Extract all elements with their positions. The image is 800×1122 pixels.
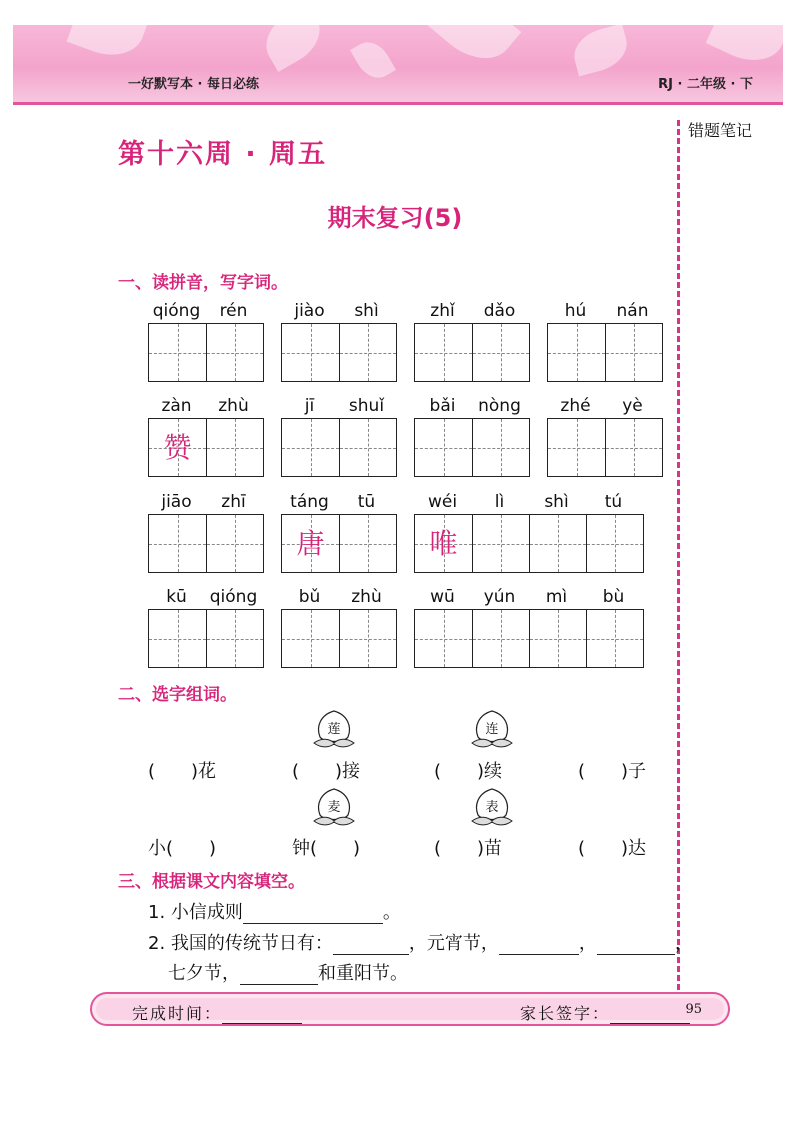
word-grid bbox=[414, 492, 644, 573]
writing-cell[interactable] bbox=[605, 419, 662, 476]
writing-cell[interactable] bbox=[206, 515, 263, 572]
word-blank[interactable]: ( )子 bbox=[578, 761, 647, 782]
pinyin-label: yè bbox=[622, 396, 643, 416]
lesson-title: 期末复习(5) bbox=[327, 204, 463, 232]
pinyin-label: shì bbox=[354, 301, 379, 321]
word-grid bbox=[547, 301, 663, 382]
sign-blank[interactable] bbox=[610, 1007, 690, 1024]
word-grid bbox=[414, 301, 530, 382]
pinyin-label: mì bbox=[545, 587, 568, 607]
word-grid bbox=[148, 396, 264, 477]
writing-cell[interactable] bbox=[472, 515, 529, 572]
pinyin-label: shuǐ bbox=[348, 396, 385, 416]
pinyin-label: jī bbox=[304, 396, 315, 416]
answer-blank[interactable] bbox=[243, 905, 383, 924]
pinyin-label: wū bbox=[430, 587, 455, 607]
writing-cell[interactable] bbox=[415, 324, 472, 381]
pinyin-label: tú bbox=[604, 492, 623, 512]
word-grid bbox=[148, 301, 264, 382]
answer-blank[interactable] bbox=[333, 936, 409, 955]
pinyin-label: yún bbox=[483, 587, 516, 607]
pinyin-label: bù bbox=[602, 587, 625, 607]
peach-icon bbox=[310, 709, 358, 749]
pinyin-label: tū bbox=[357, 492, 376, 512]
word-grid bbox=[281, 492, 397, 573]
writing-cell[interactable] bbox=[586, 610, 643, 667]
pinyin-label: nòng bbox=[478, 396, 521, 416]
word-grid bbox=[148, 492, 264, 573]
pinyin-label: bǔ bbox=[298, 587, 321, 607]
writing-cell[interactable] bbox=[415, 419, 472, 476]
pinyin-label: lì bbox=[494, 492, 505, 512]
pinyin-label: kū bbox=[166, 587, 187, 607]
pinyin-label: shì bbox=[544, 492, 569, 512]
peach-char: 表 bbox=[485, 800, 499, 815]
notes-divider bbox=[677, 120, 680, 990]
writing-cell[interactable] bbox=[282, 610, 339, 667]
q1-text: 1. 小信成则 bbox=[148, 902, 243, 923]
writing-cell[interactable] bbox=[339, 515, 396, 572]
pinyin-label: zhù bbox=[351, 587, 382, 607]
q2-text: ，元宵节， bbox=[408, 933, 499, 954]
writing-cell[interactable] bbox=[149, 419, 206, 476]
answer-blank[interactable] bbox=[240, 966, 318, 985]
question-1 bbox=[148, 898, 401, 924]
word-blank[interactable]: ( )接 bbox=[292, 761, 361, 782]
writing-cell[interactable] bbox=[339, 610, 396, 667]
writing-cell[interactable] bbox=[339, 324, 396, 381]
word-blank[interactable]: ( )花 bbox=[148, 761, 217, 782]
notes-title: 错题笔记 bbox=[688, 121, 753, 140]
word-grid bbox=[148, 587, 264, 668]
writing-cell[interactable] bbox=[472, 419, 529, 476]
word-grid bbox=[281, 301, 397, 382]
book-title: 一好默写本 · 每日必练 bbox=[128, 77, 259, 92]
word-blank[interactable]: ( )苗 bbox=[434, 838, 503, 859]
question-2-cont bbox=[168, 959, 408, 985]
writing-cell[interactable] bbox=[206, 324, 263, 381]
peach-icon bbox=[310, 787, 358, 827]
word-grid bbox=[547, 396, 663, 477]
peach-icon bbox=[468, 709, 516, 749]
writing-cell[interactable] bbox=[529, 515, 586, 572]
answer-blank[interactable] bbox=[597, 936, 675, 955]
question-2 bbox=[148, 929, 693, 955]
peach-char: 连 bbox=[485, 722, 499, 737]
pinyin-label: hú bbox=[564, 301, 587, 321]
week-title: 第十六周 · 周五 bbox=[118, 139, 328, 170]
pinyin-label: qióng bbox=[209, 587, 258, 607]
section3-title: 三、根据课文内容填空。 bbox=[118, 872, 305, 892]
pinyin-label: zàn bbox=[161, 396, 192, 416]
pinyin-label: zhù bbox=[218, 396, 249, 416]
pinyin-label: zhé bbox=[560, 396, 591, 416]
writing-cell[interactable] bbox=[149, 515, 206, 572]
writing-cell[interactable] bbox=[605, 324, 662, 381]
writing-cell[interactable] bbox=[586, 515, 643, 572]
q2-text: ， bbox=[578, 933, 597, 954]
pinyin-label: rén bbox=[219, 301, 248, 321]
writing-cell[interactable] bbox=[149, 324, 206, 381]
pinyin-label: wéi bbox=[427, 492, 458, 512]
writing-cell[interactable] bbox=[149, 610, 206, 667]
pinyin-label: zhǐ bbox=[430, 301, 455, 321]
writing-cell[interactable] bbox=[282, 515, 339, 572]
word-blank[interactable]: ( )达 bbox=[578, 838, 647, 859]
writing-cell[interactable] bbox=[415, 610, 472, 667]
grade-label: RJ · 二年级 · 下 bbox=[658, 77, 753, 92]
word-grid bbox=[281, 587, 397, 668]
word-grid bbox=[414, 396, 530, 477]
peach-char: 麦 bbox=[327, 800, 341, 815]
hint-character: 唐 bbox=[296, 527, 325, 560]
writing-cell[interactable] bbox=[472, 324, 529, 381]
header-banner bbox=[13, 25, 783, 105]
writing-cell[interactable] bbox=[206, 610, 263, 667]
word-grid bbox=[414, 587, 644, 668]
completion-time-label: 完成时间： bbox=[132, 1001, 302, 1024]
section2-title: 二、选字组词。 bbox=[118, 685, 237, 705]
pinyin-label: jiāo bbox=[161, 492, 192, 512]
writing-cell[interactable] bbox=[529, 610, 586, 667]
peach-icon bbox=[468, 787, 516, 827]
hint-character: 唯 bbox=[429, 527, 458, 560]
pinyin-label: bǎi bbox=[429, 396, 456, 416]
time-blank[interactable] bbox=[222, 1007, 302, 1024]
writing-cell[interactable] bbox=[415, 515, 472, 572]
writing-cell[interactable] bbox=[339, 419, 396, 476]
word-blank[interactable]: 钟( ) bbox=[292, 838, 361, 859]
q2-text: 和重阳节。 bbox=[318, 963, 408, 984]
q2-text: 七夕节， bbox=[168, 963, 240, 984]
pinyin-label: nán bbox=[616, 301, 649, 321]
q2-text: 2. 我国的传统节日有： bbox=[148, 933, 333, 954]
pinyin-label: dǎo bbox=[483, 301, 516, 321]
parent-sign-label: 家长签字： bbox=[520, 1001, 690, 1024]
page-number: 95 bbox=[685, 1002, 702, 1017]
writing-cell[interactable] bbox=[282, 419, 339, 476]
footer-bar bbox=[90, 992, 730, 1026]
writing-cell[interactable] bbox=[548, 419, 605, 476]
writing-cell[interactable] bbox=[282, 324, 339, 381]
q1-end: 。 bbox=[382, 902, 401, 923]
pinyin-label: táng bbox=[290, 492, 329, 512]
hint-character: 赞 bbox=[163, 431, 192, 464]
pinyin-label: zhī bbox=[221, 492, 246, 512]
pinyin-label: jiào bbox=[294, 301, 325, 321]
writing-cell[interactable] bbox=[472, 610, 529, 667]
word-blank[interactable]: 小( ) bbox=[148, 838, 217, 859]
word-blank[interactable]: ( )续 bbox=[434, 761, 503, 782]
peach-char: 莲 bbox=[327, 722, 341, 737]
answer-blank[interactable] bbox=[499, 936, 579, 955]
writing-cell[interactable] bbox=[206, 419, 263, 476]
q2-text: ， bbox=[674, 933, 693, 954]
word-grid bbox=[281, 396, 397, 477]
pinyin-label: qióng bbox=[152, 301, 201, 321]
section1-title: 一、读拼音，写字词。 bbox=[118, 273, 288, 293]
writing-cell[interactable] bbox=[548, 324, 605, 381]
